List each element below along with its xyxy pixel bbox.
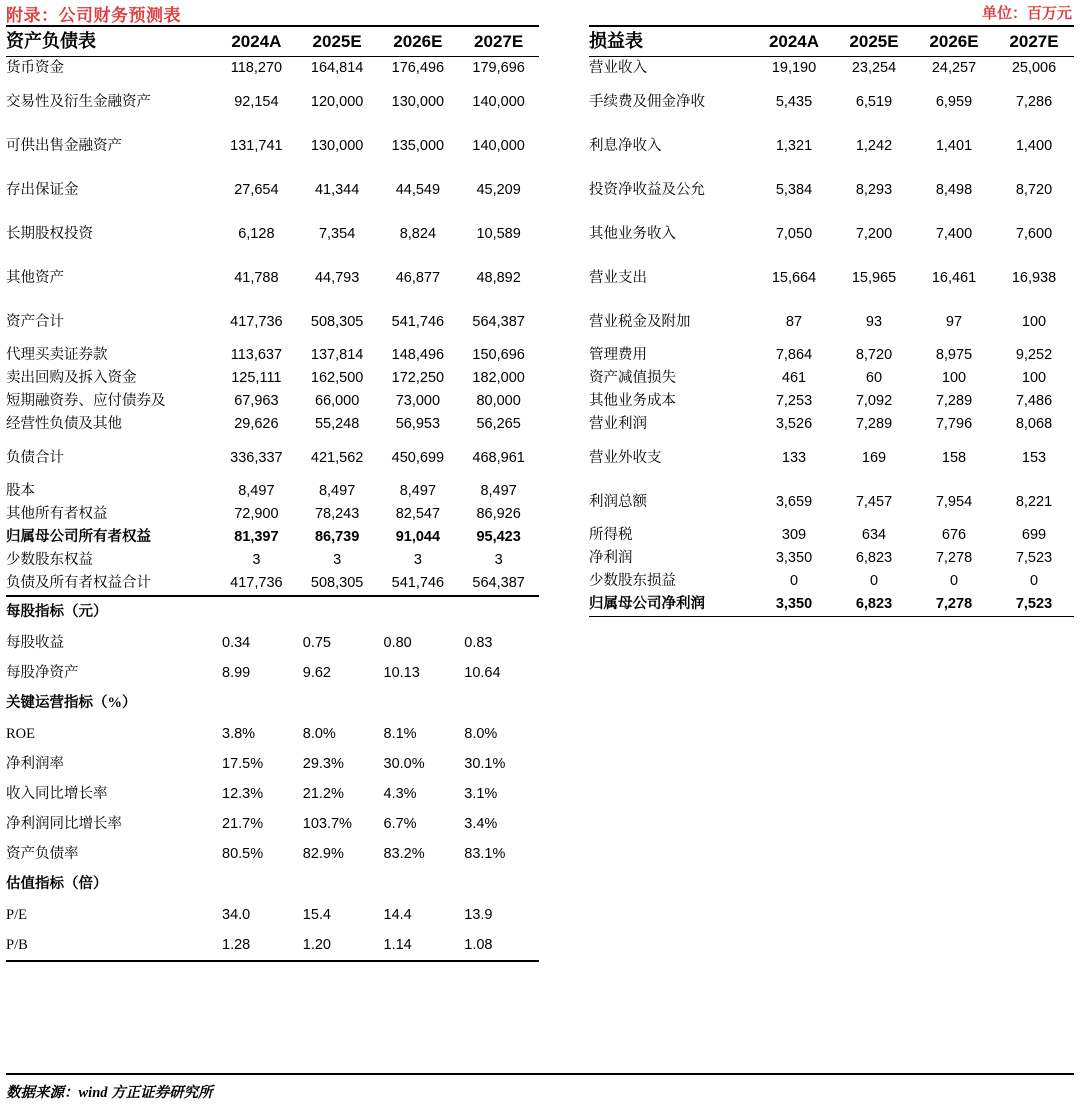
data-source-note: 数据来源：wind 方正证券研究所 (6, 1085, 213, 1101)
income-statement-cell: 8,293 (855, 181, 893, 198)
is-column-header-2027e: 2027E (994, 26, 1074, 57)
income-statement-cell: 100 (941, 370, 967, 387)
balance-sheet-cell: 3 (333, 552, 342, 569)
metrics-section-spacer (378, 869, 459, 900)
balance-sheet-cell: 7,354 (318, 225, 356, 242)
metrics-section-spacer (216, 688, 297, 719)
income-statement-row-label: 归属母公司净利润 (589, 593, 754, 617)
income-statement-row-label: 利息净收入 (589, 137, 662, 154)
income-statement-cell: 7,278 (914, 593, 994, 617)
balance-sheet-cell: 182,000 (472, 370, 525, 387)
tables-container (6, 25, 1074, 1060)
income-statement-cell: 19,190 (771, 60, 817, 77)
balance-sheet-cell: 468,961 (472, 449, 525, 466)
table-row (6, 572, 539, 596)
balance-sheet-row-label: 短期融资券、应付债券及 (6, 393, 166, 410)
income-statement-cell: 461 (781, 370, 807, 387)
table-row (6, 628, 539, 658)
income-statement-cell: 8,975 (935, 347, 973, 364)
income-statement-cell: 1,242 (855, 137, 893, 154)
income-statement-cell: 3,350 (754, 593, 834, 617)
metrics-section-title: 估值指标（倍） (6, 876, 108, 893)
table-row (6, 436, 539, 480)
metrics-cell: 1.28 (216, 930, 297, 961)
income-statement-row-label: 管理费用 (589, 347, 647, 364)
balance-sheet-row-label: 卖出回购及拆入资金 (6, 370, 137, 387)
metrics-section-header-row (6, 869, 539, 900)
metrics-cell: 80.5% (222, 845, 264, 862)
balance-sheet-row-label: 负债合计 (6, 449, 64, 466)
metrics-section-spacer (378, 596, 459, 628)
metrics-cell: 34.0 (222, 906, 251, 923)
metrics-row-label: 每股净资产 (6, 664, 79, 681)
balance-sheet-cell: 137,814 (310, 347, 364, 364)
metrics-cell: 12.3% (222, 785, 264, 802)
balance-sheet-cell: 564,387 (472, 313, 525, 330)
balance-sheet-cell: 118,270 (230, 60, 283, 77)
balance-sheet-cell: 450,699 (391, 449, 445, 466)
income-statement-cell: 8,221 (1015, 493, 1053, 510)
income-statement-cell: 0 (789, 573, 799, 590)
balance-sheet-header-row (6, 26, 539, 57)
metrics-section-spacer (458, 596, 539, 628)
metrics-section-spacer (297, 688, 378, 719)
income-statement-row-label: 营业收入 (589, 60, 647, 77)
table-row (6, 719, 539, 749)
income-statement-table (589, 25, 1074, 617)
balance-sheet-cell: 508,305 (297, 572, 378, 596)
income-statement-cell: 16,938 (1011, 269, 1057, 286)
income-statement-cell: 6,823 (855, 550, 893, 567)
column-header-2026e: 2026E (378, 26, 459, 57)
metrics-section-header-row (6, 596, 539, 628)
metrics-row-label: P/B (6, 930, 216, 961)
income-statement-cell: 100 (1021, 370, 1047, 387)
income-statement-cell: 7,092 (855, 393, 893, 410)
metrics-section-header-row (6, 688, 539, 719)
balance-sheet-cell: 176,496 (391, 60, 445, 77)
metrics-cell: 14.4 (383, 906, 412, 923)
balance-sheet-cell: 3 (413, 552, 422, 569)
table-row (589, 390, 1074, 413)
metrics-cell: 3.4% (464, 815, 498, 832)
metrics-row-label: 净利润同比增长率 (6, 815, 122, 832)
income-statement-cell: 0 (949, 573, 959, 590)
table-row (589, 344, 1074, 367)
balance-sheet-cell: 67,963 (234, 393, 279, 410)
balance-sheet-cell: 78,243 (314, 506, 360, 523)
is-column-header-2025e: 2025E (834, 26, 914, 57)
metrics-cell: 17.5% (222, 755, 264, 772)
table-row (589, 436, 1074, 480)
income-statement-cell: 7,253 (775, 393, 813, 410)
income-statement-row-label: 投资净收益及公允 (589, 181, 705, 198)
balance-sheet-cell: 8,497 (238, 483, 275, 500)
income-statement-cell: 7,289 (935, 393, 973, 410)
table-row (6, 503, 539, 526)
metrics-cell: 1.08 (458, 930, 539, 961)
income-statement-header-row (589, 26, 1074, 57)
balance-sheet-cell: 541,746 (391, 313, 445, 330)
metrics-row-label: ROE (6, 725, 35, 742)
income-statement-row-label: 营业利润 (589, 416, 647, 433)
metrics-cell: 0.80 (383, 634, 412, 651)
table-row (6, 256, 539, 300)
income-statement-cell: 7,278 (935, 550, 973, 567)
balance-sheet-cell: 130,000 (310, 137, 364, 154)
metrics-cell: 3.1% (464, 785, 498, 802)
income-statement-cell: 9,252 (1015, 347, 1053, 364)
table-row (6, 80, 539, 124)
metrics-row-label: 每股收益 (6, 634, 64, 651)
income-statement-cell: 87 (785, 313, 803, 330)
metrics-row-label: 收入同比增长率 (6, 785, 108, 802)
balance-sheet-row-label: 存出保证金 (6, 181, 79, 198)
balance-sheet-table (6, 25, 539, 962)
income-statement-cell: 0 (869, 573, 879, 590)
metrics-cell: 13.9 (464, 906, 493, 923)
is-column-header-2024a: 2024A (754, 26, 834, 57)
income-statement-cell: 7,796 (935, 416, 973, 433)
balance-sheet-cell: 564,387 (458, 572, 539, 596)
metrics-cell: 21.2% (302, 785, 344, 802)
table-row (6, 390, 539, 413)
table-row (589, 256, 1074, 300)
income-statement-row-label: 净利润 (589, 550, 633, 567)
table-row (589, 570, 1074, 593)
table-row (6, 480, 539, 503)
balance-sheet-row-label: 代理买卖证券款 (6, 347, 108, 364)
balance-sheet-title: 资产负债表 (6, 26, 216, 57)
table-row (589, 300, 1074, 344)
table-row (6, 124, 539, 168)
balance-sheet-row-label: 其他所有者权益 (6, 506, 108, 523)
balance-sheet-cell: 10,589 (476, 225, 521, 242)
balance-sheet-row-label: 长期股权投资 (6, 225, 93, 242)
metrics-section-spacer (458, 869, 539, 900)
income-statement-cell: 309 (781, 527, 807, 544)
table-row (6, 658, 539, 688)
metrics-row-label: P/E (6, 906, 27, 923)
income-statement-row-label: 其他业务收入 (589, 225, 676, 242)
income-statement-cell: 100 (1021, 313, 1047, 330)
metrics-cell: 1.20 (297, 930, 378, 961)
page-title: 附录：公司财务预测表 (6, 6, 181, 25)
balance-sheet-cell: 120,000 (310, 93, 364, 110)
metrics-cell: 83.1% (464, 845, 506, 862)
metrics-cell: 8.0% (464, 725, 498, 742)
income-statement-cell: 8,068 (1015, 416, 1053, 433)
metrics-cell: 30.0% (383, 755, 425, 772)
income-statement-row-label: 其他业务成本 (589, 393, 676, 410)
income-statement-cell: 0 (1029, 573, 1039, 590)
metrics-section-spacer (297, 869, 378, 900)
table-row (589, 80, 1074, 124)
income-statement-row-label: 营业税金及附加 (589, 313, 691, 330)
is-column-header-2026e: 2026E (914, 26, 994, 57)
balance-sheet-cell: 336,337 (230, 449, 283, 466)
table-row (6, 526, 539, 549)
metrics-section-spacer (378, 688, 459, 719)
income-statement-cell: 6,519 (855, 93, 893, 110)
income-statement-cell: 7,457 (855, 493, 893, 510)
income-statement-row-label: 所得税 (589, 527, 633, 544)
income-statement-cell: 16,461 (931, 269, 977, 286)
table-row (589, 524, 1074, 547)
balance-sheet-cell: 46,877 (395, 269, 441, 286)
metrics-cell: 0.75 (302, 634, 331, 651)
table-row (6, 779, 539, 809)
balance-sheet-cell: 8,497 (480, 483, 517, 500)
balance-sheet-cell: 80,000 (476, 393, 521, 410)
balance-sheet-cell: 135,000 (391, 137, 445, 154)
metrics-cell: 30.1% (464, 755, 506, 772)
metrics-section-title: 关键运营指标（%） (6, 695, 137, 712)
balance-sheet-cell: 417,736 (216, 572, 297, 596)
balance-sheet-cell: 56,953 (395, 416, 441, 433)
table-row (6, 212, 539, 256)
metrics-cell: 29.3% (302, 755, 344, 772)
balance-sheet-cell: 56,265 (476, 416, 521, 433)
income-statement-cell: 7,289 (855, 416, 893, 433)
income-statement-cell: 97 (945, 313, 963, 330)
income-statement-row-label: 资产减值损失 (589, 370, 676, 387)
balance-sheet-rows (6, 57, 539, 597)
balance-sheet-row-label: 少数股东权益 (6, 552, 93, 569)
income-statement-cell: 6,959 (935, 93, 973, 110)
balance-sheet-cell: 6,128 (238, 225, 275, 242)
metrics-cell: 8.1% (383, 725, 417, 742)
balance-sheet-cell: 72,900 (234, 506, 279, 523)
balance-sheet-cell: 73,000 (395, 393, 441, 410)
income-statement-cell: 7,200 (855, 225, 893, 242)
balance-sheet-cell: 41,788 (234, 269, 279, 286)
balance-sheet-cell: 44,793 (314, 269, 360, 286)
table-row (6, 367, 539, 390)
balance-sheet-cell: 150,696 (472, 347, 525, 364)
income-statement-cell: 5,435 (775, 93, 813, 110)
metrics-cell: 82.9% (302, 845, 344, 862)
metrics-cell: 103.7% (302, 815, 352, 832)
table-row (6, 900, 539, 930)
table-row (589, 413, 1074, 436)
metrics-cell: 1.14 (378, 930, 459, 961)
balance-sheet-cell: 508,305 (310, 313, 364, 330)
table-row (6, 413, 539, 436)
column-header-2025e: 2025E (297, 26, 378, 57)
balance-sheet-cell: 92,154 (234, 93, 279, 110)
balance-sheet-cell: 55,248 (314, 416, 360, 433)
balance-sheet-cell: 45,209 (476, 181, 521, 198)
balance-sheet-cell: 86,739 (314, 529, 360, 546)
metrics-section-spacer (216, 596, 297, 628)
income-statement-row-label: 手续费及佣金净收 (589, 93, 705, 110)
balance-sheet-cell: 541,746 (378, 572, 459, 596)
income-statement-cell: 15,965 (851, 269, 897, 286)
metrics-cell: 6.7% (383, 815, 417, 832)
income-statement-rows (589, 57, 1074, 617)
metrics-cell: 0.83 (464, 634, 493, 651)
table-row (589, 367, 1074, 390)
balance-sheet-cell: 41,344 (314, 181, 360, 198)
balance-sheet-cell: 172,250 (391, 370, 445, 387)
income-statement-cell: 158 (941, 449, 967, 466)
balance-sheet-cell: 86,926 (476, 506, 521, 523)
income-statement-cell: 7,864 (775, 347, 813, 364)
table-row (6, 300, 539, 344)
income-statement-cell: 23,254 (851, 60, 897, 77)
income-statement-cell: 7,050 (775, 225, 813, 242)
income-statement-cell: 8,720 (855, 347, 893, 364)
metrics-cell: 8.0% (302, 725, 336, 742)
metrics-cell: 10.64 (464, 664, 501, 681)
income-statement-cell: 15,664 (771, 269, 817, 286)
metrics-cell: 3.8% (222, 725, 256, 742)
income-statement-cell: 25,006 (1011, 60, 1057, 77)
balance-sheet-cell: 91,044 (395, 529, 441, 546)
table-row (6, 549, 539, 572)
balance-sheet-cell: 82,547 (395, 506, 441, 523)
balance-sheet-cell: 3 (494, 552, 503, 569)
income-statement-cell: 1,400 (1015, 137, 1053, 154)
metrics-cell: 10.13 (383, 664, 420, 681)
metrics-cell: 21.7% (222, 815, 264, 832)
title-row (6, 0, 1074, 25)
balance-sheet-cell: 179,696 (472, 60, 525, 77)
income-statement-cell: 1,321 (775, 137, 813, 154)
table-row (589, 57, 1074, 81)
table-row (589, 168, 1074, 212)
table-row (6, 168, 539, 212)
income-statement-cell: 8,720 (1015, 181, 1053, 198)
balance-sheet-cell: 417,736 (230, 313, 283, 330)
income-statement-row-label: 营业支出 (589, 269, 647, 286)
balance-sheet-row-label: 可供出售金融资产 (6, 137, 122, 154)
income-statement-row-label: 少数股东损益 (589, 573, 676, 590)
metrics-section-spacer (297, 596, 378, 628)
table-row (589, 480, 1074, 524)
column-header-2027e: 2027E (458, 26, 539, 57)
income-statement-cell: 1,401 (935, 137, 973, 154)
balance-sheet-cell: 66,000 (314, 393, 360, 410)
income-statement-cell: 8,498 (935, 181, 973, 198)
metrics-cell: 4.3% (383, 785, 417, 802)
metrics-section-spacer (216, 869, 297, 900)
table-row (6, 839, 539, 869)
balance-sheet-row-label: 货币资金 (6, 60, 64, 77)
balance-sheet-cell: 131,741 (230, 137, 283, 154)
balance-sheet-cell: 44,549 (395, 181, 441, 198)
balance-sheet-cell: 164,814 (310, 60, 364, 77)
metrics-section-title: 每股指标（元） (6, 604, 108, 621)
balance-sheet-cell: 29,626 (234, 416, 279, 433)
metrics-cell: 83.2% (383, 845, 425, 862)
metrics-cell: 15.4 (302, 906, 331, 923)
balance-sheet-cell: 8,824 (399, 225, 437, 242)
table-row (6, 344, 539, 367)
unit-label: 单位：百万元 (981, 6, 1072, 22)
metrics-row-label: 净利润率 (6, 755, 64, 772)
metrics-cell: 0.34 (222, 634, 251, 651)
balance-sheet-row-label: 经营性负债及其他 (6, 416, 122, 433)
income-statement-cell: 6,823 (834, 593, 914, 617)
balance-sheet-cell: 130,000 (391, 93, 445, 110)
table-row (6, 809, 539, 839)
income-statement-cell: 60 (865, 370, 883, 387)
metrics-cell: 9.62 (302, 664, 331, 681)
table-row (589, 547, 1074, 570)
balance-sheet-row-label: 交易性及衍生金融资产 (6, 93, 151, 110)
balance-sheet-cell: 8,497 (399, 483, 437, 500)
income-statement-cell: 24,257 (931, 60, 977, 77)
metrics-rows (6, 596, 539, 961)
income-statement-cell: 7,286 (1015, 93, 1053, 110)
balance-sheet-cell: 125,111 (231, 370, 282, 387)
income-statement-cell: 153 (1021, 449, 1047, 466)
income-statement-cell: 93 (865, 313, 883, 330)
income-statement-cell: 7,954 (935, 493, 973, 510)
metrics-row-label: 资产负债率 (6, 845, 79, 862)
balance-sheet-cell: 8,497 (318, 483, 356, 500)
balance-sheet-cell: 95,423 (476, 529, 521, 546)
income-statement-cell: 699 (1021, 527, 1047, 544)
table-row (6, 749, 539, 779)
balance-sheet-cell: 3 (252, 552, 261, 569)
income-statement-cell: 634 (861, 527, 887, 544)
balance-sheet-cell: 140,000 (472, 137, 525, 154)
balance-sheet-cell: 148,496 (391, 347, 445, 364)
balance-sheet-row-label: 归属母公司所有者权益 (6, 529, 151, 546)
income-statement-cell: 7,523 (994, 593, 1074, 617)
income-statement-cell: 7,523 (1015, 550, 1053, 567)
income-statement-cell: 3,350 (775, 550, 813, 567)
income-statement-cell: 676 (941, 527, 967, 544)
income-statement-title: 损益表 (589, 26, 754, 57)
metrics-cell: 8.99 (222, 664, 251, 681)
balance-sheet-cell: 162,500 (310, 370, 364, 387)
table-row (6, 930, 539, 961)
balance-sheet-cell: 140,000 (472, 93, 525, 110)
income-statement-cell: 7,486 (1015, 393, 1053, 410)
income-statement-cell: 3,659 (775, 493, 813, 510)
income-statement-row-label: 营业外收支 (589, 449, 662, 466)
table-row (589, 124, 1074, 168)
footer (6, 1073, 1074, 1102)
balance-sheet-cell: 27,654 (234, 181, 279, 198)
income-statement-cell: 7,600 (1015, 225, 1053, 242)
balance-sheet-cell: 113,637 (230, 347, 283, 364)
income-statement-cell: 133 (781, 449, 807, 466)
income-statement-cell: 3,526 (775, 416, 813, 433)
balance-sheet-row-label: 股本 (6, 483, 35, 500)
balance-sheet-row-label: 资产合计 (6, 313, 64, 330)
income-statement-row-label: 利润总额 (589, 493, 647, 510)
table-row (6, 57, 539, 81)
table-row (589, 212, 1074, 256)
balance-sheet-row-label: 其他资产 (6, 269, 64, 286)
table-row (589, 593, 1074, 617)
column-header-2024a: 2024A (216, 26, 297, 57)
balance-sheet-cell: 421,562 (310, 449, 364, 466)
income-statement-cell: 7,400 (935, 225, 973, 242)
balance-sheet-row-label: 负债及所有者权益合计 (6, 572, 216, 596)
balance-sheet-cell: 48,892 (476, 269, 521, 286)
income-statement-cell: 169 (861, 449, 887, 466)
income-statement-cell: 5,384 (775, 181, 813, 198)
balance-sheet-cell: 81,397 (234, 529, 279, 546)
metrics-section-spacer (458, 688, 539, 719)
